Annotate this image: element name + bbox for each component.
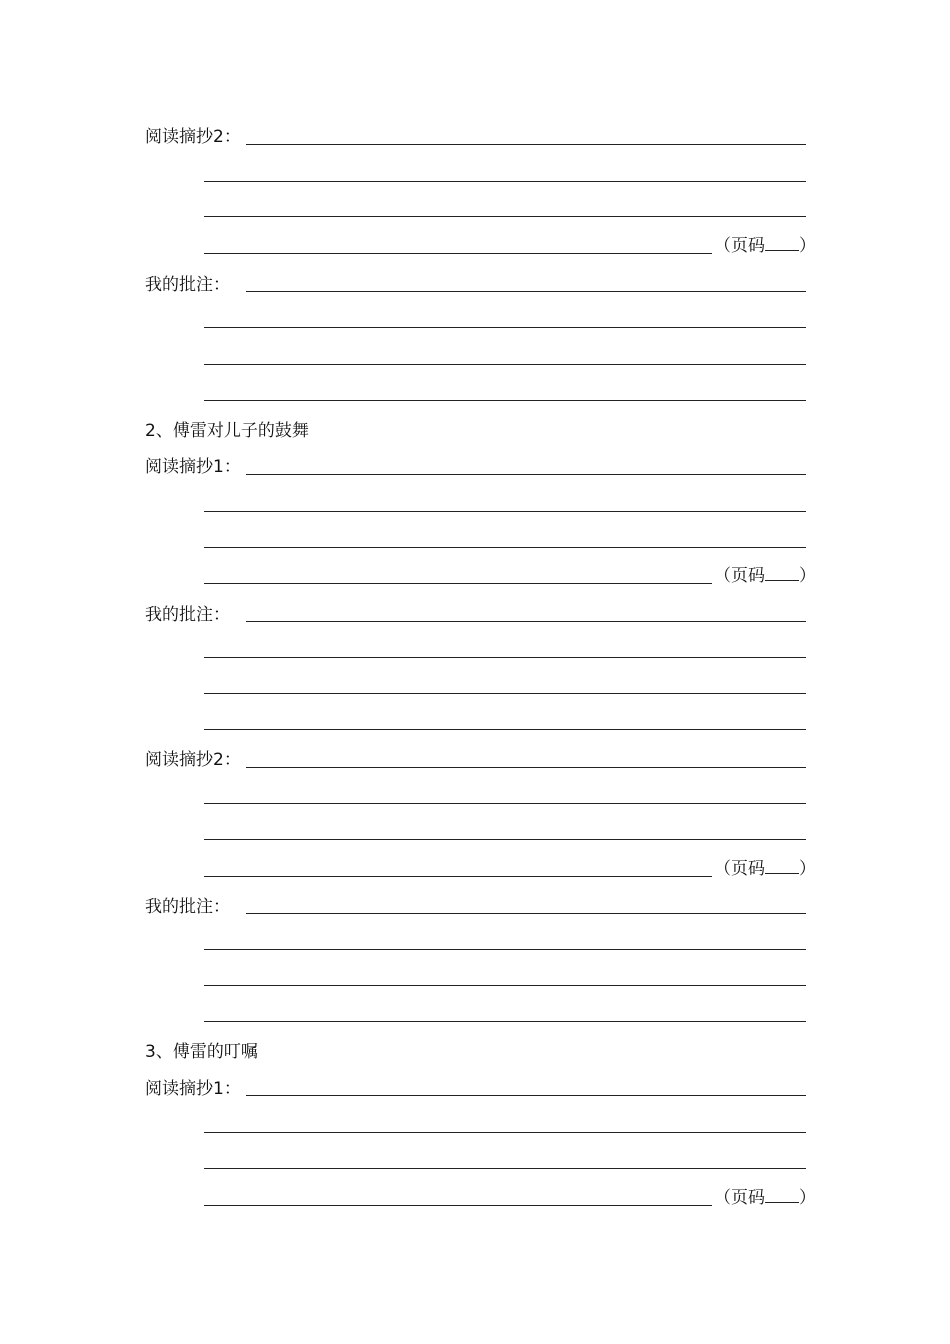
answer-line[interactable]: [204, 1168, 806, 1169]
answer-line[interactable]: [204, 949, 806, 950]
answer-line[interactable]: [246, 767, 806, 768]
page-number-field[interactable]: [714, 859, 816, 879]
answer-line[interactable]: [204, 327, 806, 328]
page-ref-close: ）: [799, 566, 816, 586]
page-ref-open: （页码: [714, 1188, 765, 1208]
answer-line[interactable]: [204, 583, 712, 584]
answer-line[interactable]: [204, 729, 806, 730]
page-number-blank[interactable]: [765, 1188, 799, 1203]
answer-line[interactable]: [204, 803, 806, 804]
page-number-field[interactable]: [714, 1188, 816, 1208]
page-ref-close: ）: [799, 859, 816, 879]
answer-line[interactable]: [204, 547, 806, 548]
excerpt-2-label: 阅读摘抄2：: [145, 750, 241, 770]
answer-line[interactable]: [204, 216, 806, 217]
page-ref-close: ）: [799, 236, 816, 256]
page-ref-open: （页码: [714, 566, 765, 586]
excerpt-1-label: 阅读摘抄1：: [145, 457, 241, 477]
answer-line[interactable]: [246, 621, 806, 622]
page-ref-open: （页码: [714, 859, 765, 879]
answer-line[interactable]: [204, 364, 806, 365]
answer-line[interactable]: [204, 511, 806, 512]
note-label: 我的批注：: [145, 605, 230, 625]
answer-line[interactable]: [204, 253, 712, 254]
answer-line[interactable]: [204, 181, 806, 182]
note-label: 我的批注：: [145, 275, 230, 295]
note-label: 我的批注：: [145, 897, 230, 917]
answer-line[interactable]: [246, 144, 806, 145]
answer-line[interactable]: [204, 693, 806, 694]
answer-line[interactable]: [246, 913, 806, 914]
excerpt-2-label: 阅读摘抄2：: [145, 127, 241, 147]
page-number-field[interactable]: [714, 566, 816, 586]
page-number-blank[interactable]: [765, 236, 799, 251]
answer-line[interactable]: [246, 291, 806, 292]
answer-line[interactable]: [204, 839, 806, 840]
section-heading: 3、傅雷的叮嘱: [145, 1042, 258, 1062]
section-heading: 2、傅雷对儿子的鼓舞: [145, 421, 309, 441]
excerpt-1-label: 阅读摘抄1：: [145, 1079, 241, 1099]
answer-line[interactable]: [204, 1132, 806, 1133]
answer-line[interactable]: [204, 657, 806, 658]
answer-line[interactable]: [204, 985, 806, 986]
answer-line[interactable]: [246, 1095, 806, 1096]
answer-line[interactable]: [204, 876, 712, 877]
page-number-blank[interactable]: [765, 566, 799, 581]
answer-line[interactable]: [204, 1021, 806, 1022]
answer-line[interactable]: [204, 1205, 712, 1206]
page-ref-close: ）: [799, 1188, 816, 1208]
answer-line[interactable]: [246, 474, 806, 475]
page-ref-open: （页码: [714, 236, 765, 256]
page-number-blank[interactable]: [765, 859, 799, 874]
answer-line[interactable]: [204, 400, 806, 401]
page-number-field[interactable]: [714, 236, 816, 256]
